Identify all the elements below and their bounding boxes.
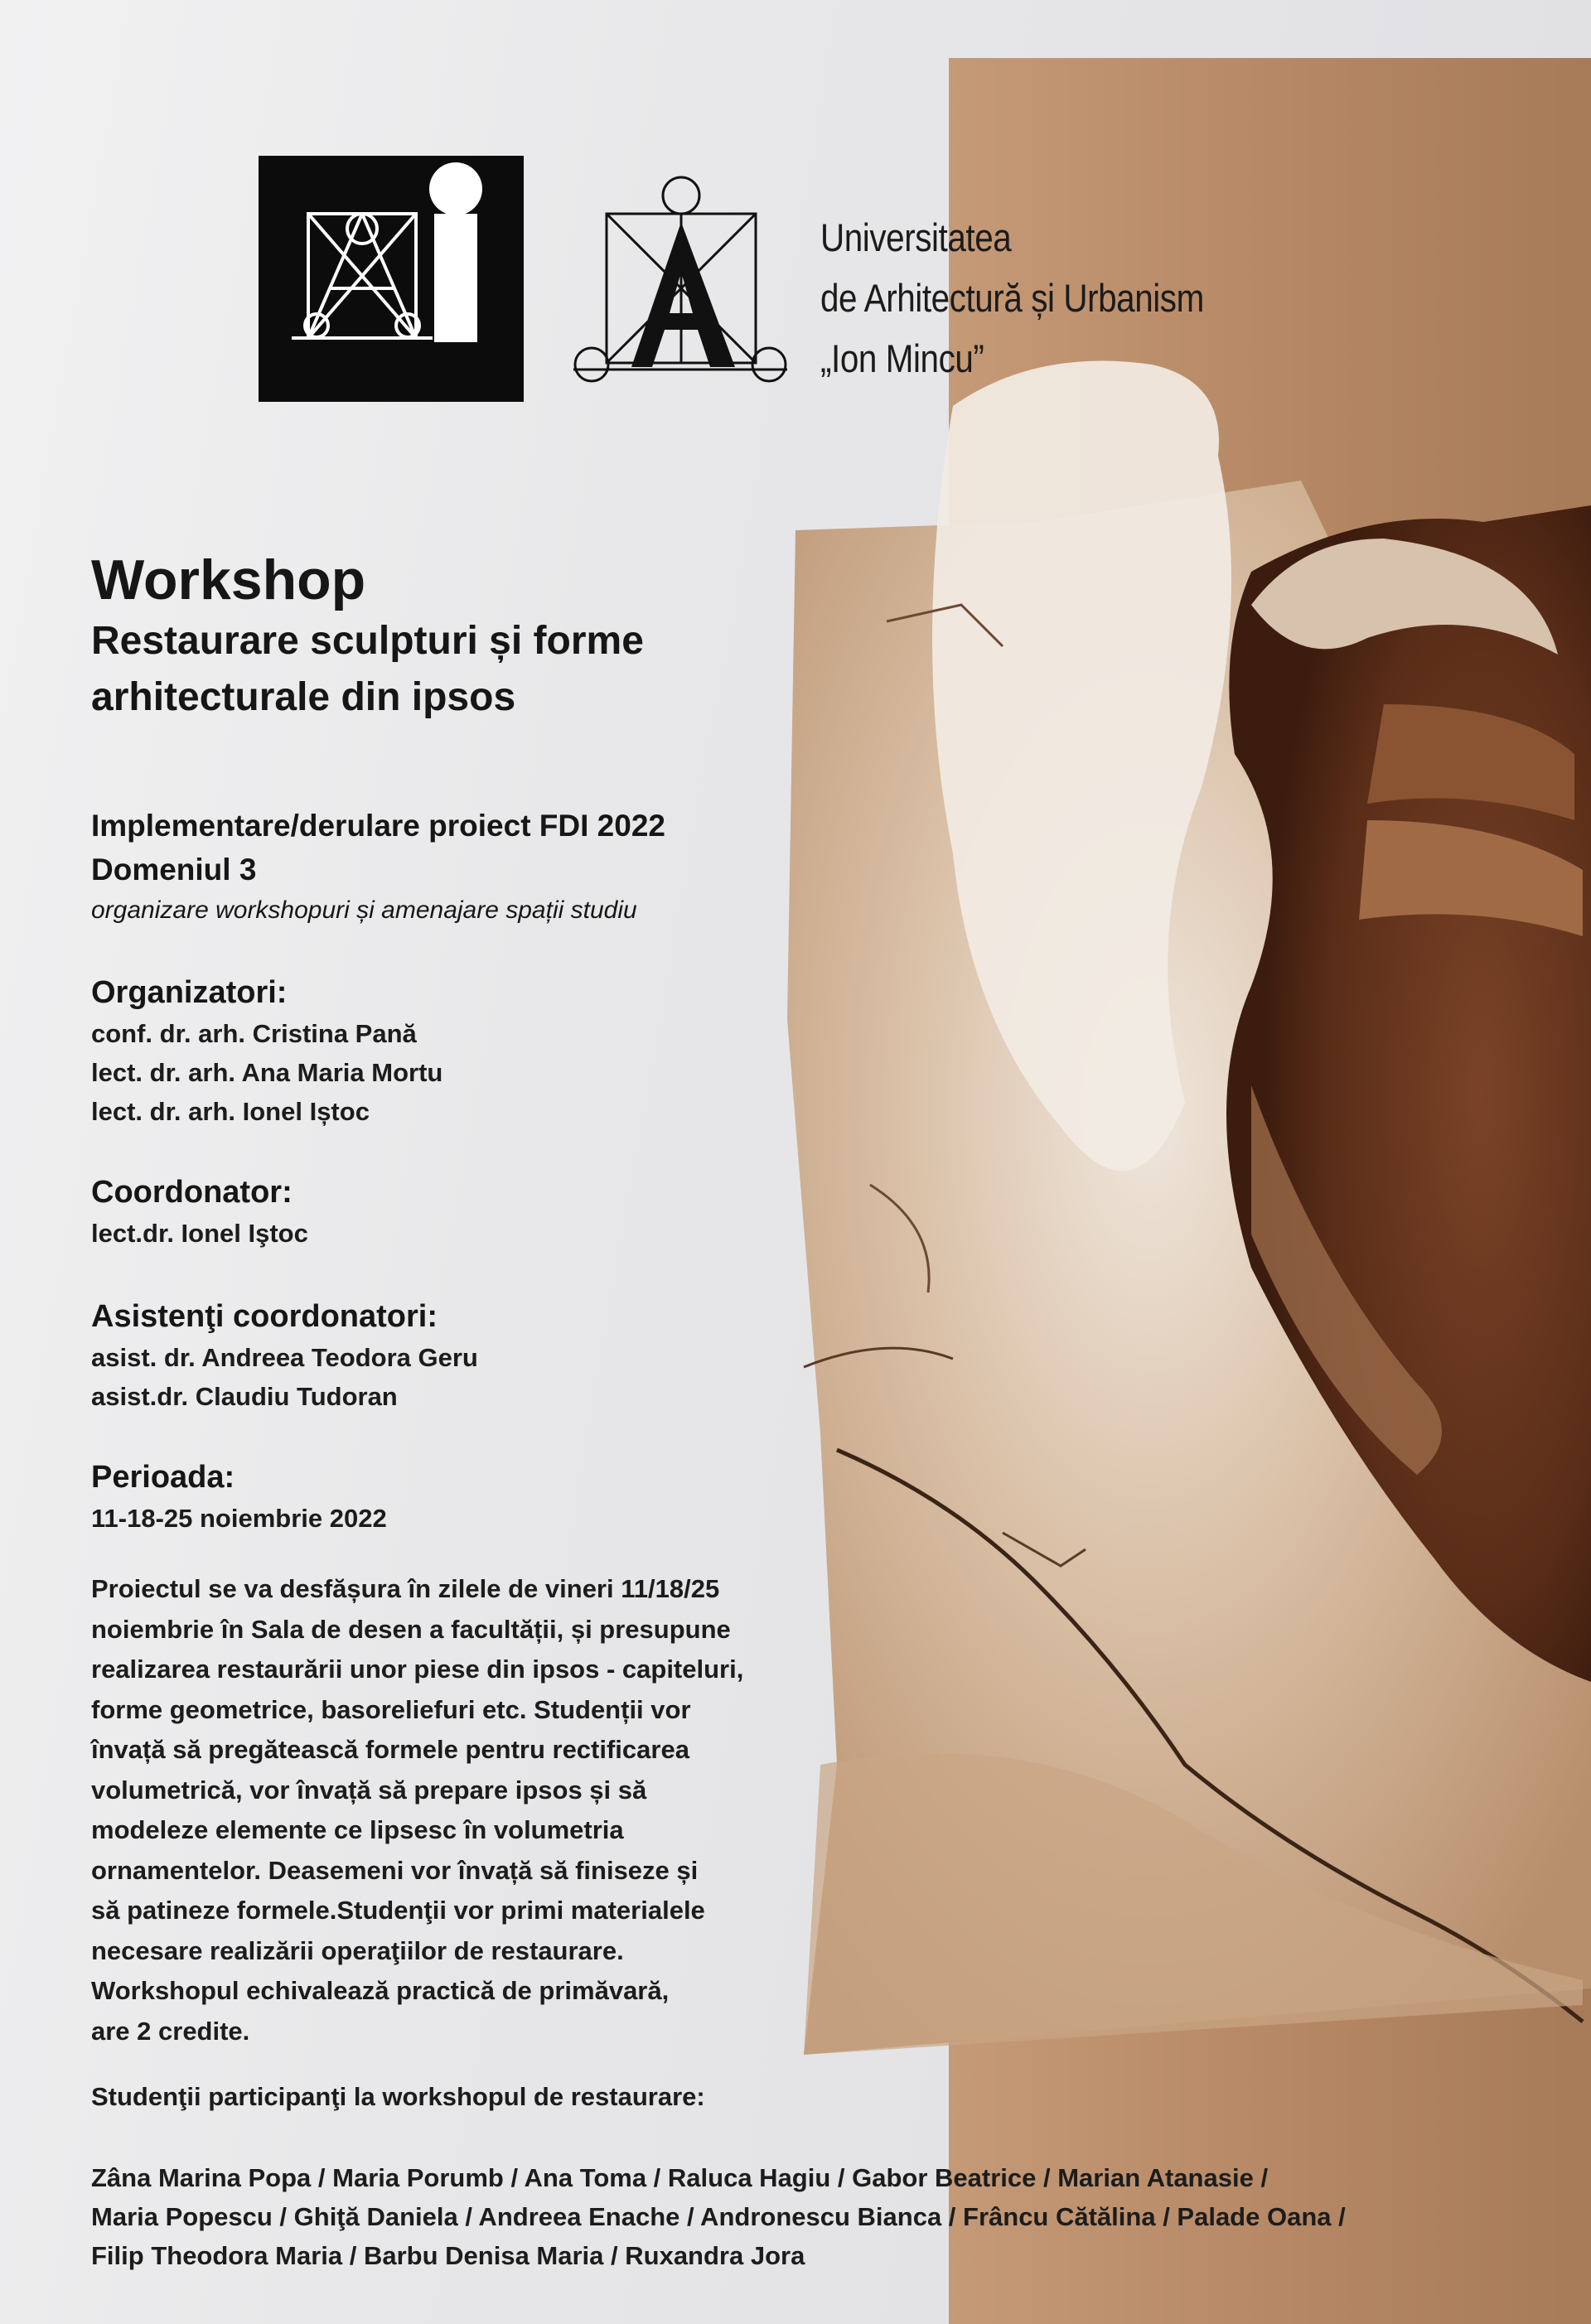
university-name: [820, 207, 1204, 389]
workshop-title-line-2: arhitecturale din ipsos: [91, 675, 516, 719]
description-paragraph: [91, 1569, 837, 2051]
organizer-name: conf. dr. arh. Cristina Pană: [91, 1019, 417, 1048]
description-line: noiembrie în Sala de desen a facultății, și presupune: [91, 1614, 731, 1644]
students-line: Maria Popescu / Ghiţă Daniela / Andreea Enache / Andronescu Bianca / Frâncu Cătălina / Palade Oana /: [91, 2202, 1346, 2231]
organizer-name: lect. dr. arh. Ana Maria Mortu: [91, 1058, 443, 1087]
project-line-2: Domeniul 3: [91, 853, 257, 887]
organizers-heading: Organizatori:: [91, 975, 288, 1010]
period-dates: 11-18-25 noiembrie 2022: [91, 1504, 387, 1533]
project-line-3: organizare workshopuri și amenajare spații studiu: [91, 896, 637, 924]
description-line: volumetrică, vor învață să prepare ipsos și să: [91, 1775, 647, 1805]
students-heading: Studenţii participanţi la workshopul de restaurare:: [91, 2082, 705, 2111]
project-info: [91, 804, 665, 930]
description-line: să patineze formele.Studenţii vor primi materialele: [91, 1896, 705, 1925]
coordinator-heading: Coordonator:: [91, 1175, 293, 1210]
description-line: învață să pregătească formele pentru rectificarea: [91, 1735, 689, 1764]
description-line: necesare realizării operaţiilor de restaurare.: [91, 1935, 624, 1965]
assistant-name: asist.dr. Claudiu Tudoran: [91, 1382, 398, 1411]
university-line-2: de Arhitectură și Urbanism: [820, 276, 1204, 320]
description-line: ornamentelor. Deasemeni vor învață să finiseze și: [91, 1855, 699, 1885]
plaster-capital-photo: [787, 356, 1591, 2071]
project-line-1: Implementare/derulare proiect FDI 2022: [91, 809, 665, 843]
description-line: are 2 credite.: [91, 2016, 250, 2046]
page-title: Workshop: [91, 548, 366, 611]
assistants-section: [91, 1295, 478, 1416]
coordinator-name: lect.dr. Ionel Iştoc: [91, 1219, 308, 1248]
vitruvian-a-icon: [573, 164, 787, 388]
description-line: forme geometrice, basoreliefuri etc. Studenții vor: [91, 1694, 691, 1724]
students-line: Zâna Marina Popa / Maria Porumb / Ana Toma / Raluca Hagiu / Gabor Beatrice / Marian Atanasie /: [91, 2163, 1269, 2192]
description-line: realizarea restaurării unor piese din ipsos - capiteluri,: [91, 1655, 744, 1684]
period-heading: Perioada:: [91, 1460, 235, 1495]
assistants-heading: Asistenţi coordonatori:: [91, 1299, 438, 1334]
organizer-name: lect. dr. arh. Ionel Iștoc: [91, 1097, 370, 1126]
period-section: [91, 1456, 387, 1538]
university-line-1: Universitatea: [820, 215, 1012, 259]
students-line: Filip Theodora Maria / Barbu Denisa Maria / Ruxandra Jora: [91, 2241, 805, 2270]
organizers-section: [91, 971, 442, 1131]
description-line: modeleze elemente ce lipsesc în volumetria: [91, 1815, 624, 1844]
workshop-title-line-1: Restaurare sculpturi și forme: [91, 619, 644, 663]
ai-monogram-icon: [259, 156, 524, 402]
heading-block: [91, 547, 837, 726]
assistant-name: asist. dr. Andreea Teodora Geru: [91, 1343, 478, 1372]
coordinator-section: [91, 1171, 308, 1253]
university-line-3: „Ion Mincu”: [820, 336, 984, 380]
description-line: Workshopul echivalează practică de primăvară,: [91, 1976, 670, 2005]
students-list: [91, 2158, 1346, 2275]
description-line: Proiectul se va desfășura în zilele de vineri 11/18/25: [91, 1574, 720, 1603]
